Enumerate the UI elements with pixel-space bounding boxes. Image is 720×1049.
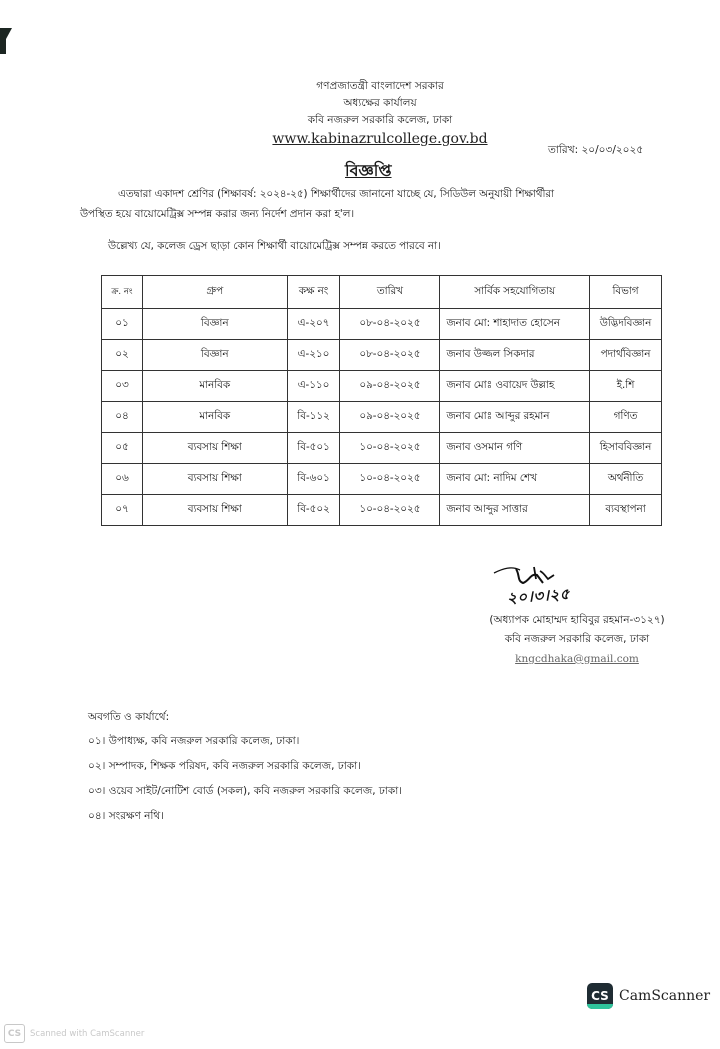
page-edge-shadow-strip bbox=[0, 28, 6, 54]
copy-list-heading: অবগতি ও কার্যার্থে: bbox=[88, 711, 170, 723]
cell-date: ১০-০৪-২০২৫ bbox=[340, 433, 440, 464]
cell-department: ই.শি bbox=[590, 371, 662, 402]
signatory-email[interactable]: kngcdhaka@gmail.com bbox=[515, 653, 639, 665]
cell-serial: ০৫ bbox=[102, 433, 143, 464]
letterhead bbox=[250, 78, 510, 149]
signatory-block bbox=[447, 611, 707, 669]
col-header-department: বিভাগ bbox=[590, 276, 662, 309]
cell-serial: ০২ bbox=[102, 340, 143, 371]
cell-date: ১০-০৪-২০২৫ bbox=[340, 464, 440, 495]
cell-room: বি-৫০২ bbox=[287, 495, 340, 526]
cell-date: ০৯-০৪-২০২৫ bbox=[340, 371, 440, 402]
scan-watermark bbox=[4, 1024, 144, 1043]
cell-group: ব্যবসায় শিক্ষা bbox=[142, 464, 287, 495]
watermark-logo-icon: CS bbox=[4, 1024, 25, 1043]
college-name: কবি নজরুল সরকারি কলেজ, ঢাকা bbox=[307, 114, 453, 126]
col-header-date: তারিখ bbox=[340, 276, 440, 309]
cell-department: উদ্ভিদবিজ্ঞান bbox=[590, 309, 662, 340]
cell-department: অর্থনীতি bbox=[590, 464, 662, 495]
cell-group: মানবিক bbox=[142, 371, 287, 402]
camscanner-brand bbox=[587, 983, 710, 1009]
copy-list-item: ০২। সম্পাদক, শিক্ষক পরিষদ, কবি নজরুল সরকারি কলেজ, ঢাকা। bbox=[88, 760, 361, 772]
table-header-row bbox=[102, 276, 662, 309]
table-row bbox=[102, 464, 662, 495]
cell-group: ব্যবসায় শিক্ষা bbox=[142, 433, 287, 464]
cell-serial: ০৪ bbox=[102, 402, 143, 433]
cell-group: ব্যবসায় শিক্ষা bbox=[142, 495, 287, 526]
copy-list-item: ০৩। ওয়েব সাইট/নোটিশ বোর্ড (সকল), কবি নজরুল সরকারি কলেজ, ঢাকা। bbox=[88, 785, 403, 797]
signature-handwritten-date: ২০।৩।২৫ bbox=[506, 584, 571, 608]
cell-group: বিজ্ঞান bbox=[142, 340, 287, 371]
camscanner-name: CamScanner bbox=[619, 988, 711, 1004]
cell-room: বি-৫০১ bbox=[287, 433, 340, 464]
notice-paragraph-1 bbox=[80, 184, 680, 224]
cell-serial: ০১ bbox=[102, 309, 143, 340]
cell-date: ০৮-০৪-২০২৫ bbox=[340, 340, 440, 371]
cell-assistance: জনাব মোঃ আব্দুর রহমান bbox=[440, 402, 590, 433]
cell-assistance: জনাব উজ্জল সিকদার bbox=[440, 340, 590, 371]
paragraph-1-line-1: এতদ্বারা একাদশ শ্রেণির (শিক্ষাবর্ষ: ২০২৪-২৫) শিক্ষার্থীদের জানানো যাচ্ছে যে, সিডিউল অনুযায়ী শিক্ষার্থীরা bbox=[118, 188, 555, 200]
cell-serial: ০৭ bbox=[102, 495, 143, 526]
cell-room: এ-২১০ bbox=[287, 340, 340, 371]
cell-assistance: জনাব মো: শাহাদাত হোসেন bbox=[440, 309, 590, 340]
signatory-name: (অধ্যাপক মোহাম্মদ হাবিবুর রহমান-৩১২৭) bbox=[489, 614, 665, 626]
cell-department: ব্যবস্থাপনা bbox=[590, 495, 662, 526]
table-row bbox=[102, 495, 662, 526]
notice-title: বিজ্ঞপ্তি bbox=[345, 161, 392, 180]
website-link[interactable]: www.kabinazrulcollege.gov.bd bbox=[272, 131, 488, 147]
col-header-room: কক্ষ নং bbox=[287, 276, 340, 309]
cell-department: হিসাববিজ্ঞান bbox=[590, 433, 662, 464]
notice-paragraph-2: উল্লেখ্য যে, কলেজ ড্রেস ছাড়া কোন শিক্ষার্থী বায়োমেট্রিক্স সম্পন্ন করতে পারবে না। bbox=[108, 240, 441, 252]
cell-date: ১০-০৪-২০২৫ bbox=[340, 495, 440, 526]
cell-room: এ-২০৭ bbox=[287, 309, 340, 340]
cell-serial: ০৩ bbox=[102, 371, 143, 402]
cell-assistance: জনাব মো: নাদিম শেখ bbox=[440, 464, 590, 495]
cell-serial: ০৬ bbox=[102, 464, 143, 495]
cell-assistance: জনাব মোঃ ওবায়েদ উল্লাহ bbox=[440, 371, 590, 402]
signatory-institution: কবি নজরুল সরকারি কলেজ, ঢাকা bbox=[504, 633, 650, 645]
govt-name: গণপ্রজাতন্ত্রী বাংলাদেশ সরকার bbox=[316, 80, 444, 92]
copy-list-item: ০১। উপাধ্যক্ষ, কবি নজরুল সরকারি কলেজ, ঢাকা। bbox=[88, 735, 300, 747]
paragraph-1-line-2: উপস্থিত হয়ে বায়োমেট্রিক্স সম্পন্ন করার জন্য নির্দেশ প্রদান করা হ'ল। bbox=[80, 208, 355, 220]
table-row bbox=[102, 402, 662, 433]
notice-date: তারিখ: ২০/০৩/২০২৫ bbox=[548, 144, 644, 156]
cell-group: বিজ্ঞান bbox=[142, 309, 287, 340]
cell-assistance: জনাব আব্দুর সাত্তার bbox=[440, 495, 590, 526]
cell-department: গণিত bbox=[590, 402, 662, 433]
col-header-assistance: সার্বিক সহযোগিতায় bbox=[440, 276, 590, 309]
col-header-serial: ক্র. নং bbox=[102, 276, 143, 309]
office-name: অধ্যক্ষের কার্যালয় bbox=[343, 97, 417, 109]
camscanner-logo-icon: CS bbox=[587, 983, 613, 1009]
table-row bbox=[102, 433, 662, 464]
col-header-group: গ্রুপ bbox=[142, 276, 287, 309]
table-row bbox=[102, 340, 662, 371]
cell-room: বি-১১২ bbox=[287, 402, 340, 433]
copy-list-item: ০৪। সংরক্ষণ নথি। bbox=[88, 810, 164, 822]
cell-date: ০৮-০৪-২০২৫ bbox=[340, 309, 440, 340]
copy-distribution-list bbox=[88, 705, 402, 829]
cell-room: বি-৬০১ bbox=[287, 464, 340, 495]
cell-date: ০৯-০৪-২০২৫ bbox=[340, 402, 440, 433]
cell-assistance: জনাব ওসমান গণি bbox=[440, 433, 590, 464]
table-row bbox=[102, 309, 662, 340]
cell-group: মানবিক bbox=[142, 402, 287, 433]
biometric-schedule-table bbox=[101, 275, 662, 526]
table-row bbox=[102, 371, 662, 402]
watermark-text: Scanned with CamScanner bbox=[30, 1028, 145, 1039]
cell-department: পদার্থবিজ্ঞান bbox=[590, 340, 662, 371]
cell-room: এ-১১০ bbox=[287, 371, 340, 402]
